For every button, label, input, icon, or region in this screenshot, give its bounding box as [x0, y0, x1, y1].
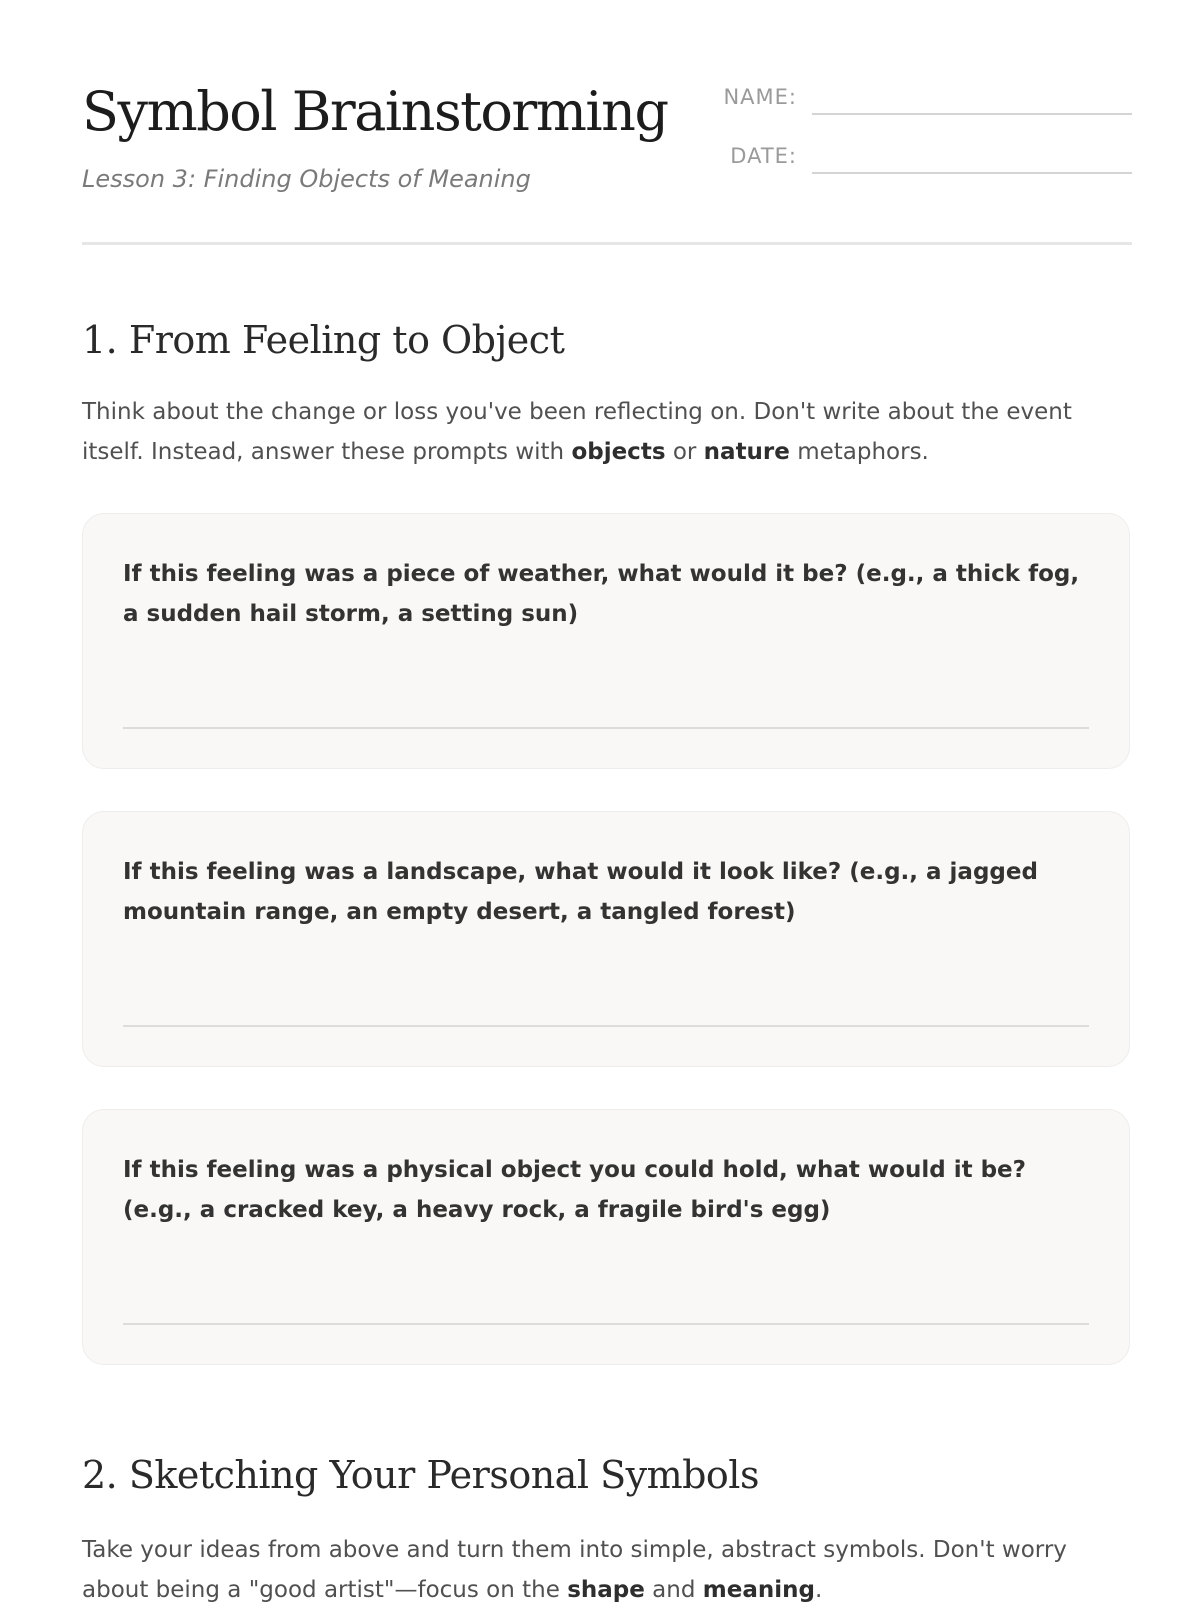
date-line[interactable]: [812, 172, 1132, 174]
page-subtitle: Lesson 3: Finding Objects of Meaning: [82, 165, 531, 193]
section-1-title: 1. From Feeling to Object: [82, 318, 565, 362]
intro-bold-shape: shape: [567, 1577, 645, 1603]
section-2-title: 2. Sketching Your Personal Symbols: [82, 1453, 759, 1497]
answer-line[interactable]: [123, 1025, 1089, 1027]
page-title: Symbol Brainstorming: [82, 80, 668, 143]
intro-bold-meaning: meaning: [702, 1577, 815, 1603]
intro-bold-nature: nature: [703, 439, 790, 465]
intro-bold-objects: objects: [571, 439, 666, 465]
prompt-text: If this feeling was a piece of weather, what would it be? (e.g., a thick fog, a sudden hail storm, a setting sun): [123, 561, 1080, 627]
worksheet-header: [82, 0, 1132, 245]
prompt-card-landscape: [82, 811, 1130, 1067]
section-2-intro: [82, 1530, 1132, 1610]
intro-text: or: [665, 439, 704, 465]
intro-text: Take your ideas from above and turn them into simple, abstract symbols. Don't worry about being a "good artist"—focus on the: [82, 1537, 1067, 1603]
prompt-card-weather: [82, 513, 1130, 769]
section-1-intro: [82, 392, 1132, 472]
date-label: DATE:: [730, 144, 797, 168]
name-line[interactable]: [812, 113, 1132, 115]
answer-line[interactable]: [123, 1323, 1089, 1325]
date-field[interactable]: [697, 144, 1132, 174]
intro-text: Think about the change or loss you've been reflecting on. Don't write about the event itself. Instead, answer these prompts with: [82, 399, 1072, 465]
prompt-card-object: [82, 1109, 1130, 1365]
intro-text: metaphors.: [789, 439, 929, 465]
worksheet-page: [82, 0, 1132, 1603]
name-label: NAME:: [723, 85, 797, 109]
intro-text: .: [814, 1577, 823, 1603]
prompt-text: If this feeling was a landscape, what would it look like? (e.g., a jagged mountain range, an empty desert, a tangled forest): [123, 859, 1038, 925]
intro-text: and: [644, 1577, 703, 1603]
answer-line[interactable]: [123, 727, 1089, 729]
prompt-text: If this feeling was a physical object you could hold, what would it be? (e.g., a cracked key, a heavy rock, a fragile bird's egg): [123, 1157, 1026, 1223]
name-field[interactable]: [697, 85, 1132, 115]
